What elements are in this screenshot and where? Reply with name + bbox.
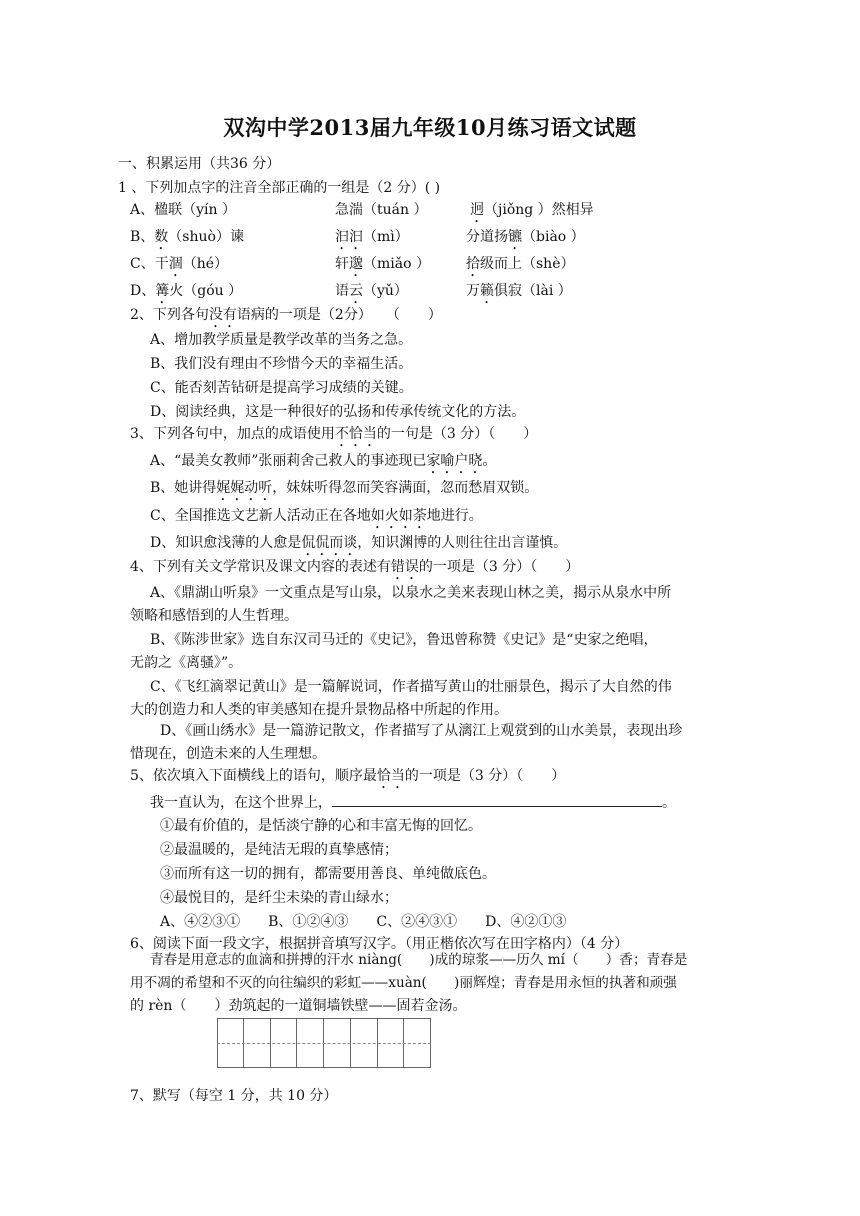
q1-option-b-2: 汩汩（mì） [335,229,409,245]
q3-option-d: D、知识愈浅薄的人愈是侃侃而谈，知识渊博的人则往往出言谨慎。 [150,535,568,551]
q1-option-a-1: A、楹联（yín ） [130,202,236,218]
q5-options: A、④②③① B、①②④③ C、②④③① D、④②①③ [160,914,567,930]
grid-midline [217,1043,431,1044]
q3-option-c: C、全国推选文艺新人活动正在各地如火如荼地进行。 [150,508,483,524]
q1-option-a-2: 急湍（tuán ） [335,202,428,218]
q2-option-c: C、能否刻苦钻研是提高学习成绩的关键。 [150,380,413,396]
q3-option-a: A、“最美女教师”张丽莉舍己救人的事迹现已家喻户晓。 [150,453,497,469]
q6-passage-line-2: 用不凋的希望和不灭的向往编织的彩虹——xuàn( )丽辉煌；青春是用永恒的执著和顽强 [130,975,677,991]
q4-option-c-line-1: C、《飞红滴翠记黄山》是一篇解说词，作者描写黄山的壮丽景色，揭示了大自然的伟 [150,679,672,695]
q1-option-b-1: B、数（shuò）谏 [130,229,244,245]
q4-option-a-line-1: A、《鼎湖山听泉》一文重点是写山泉，以泉水之美来表现山林之美，揭示从泉水中所 [150,585,672,601]
q1-option-c-1: C、干涸（hé） [130,256,229,272]
page-title: 双沟中学2013届九年级10月练习语文试题 [223,115,637,140]
section-heading: 一、积累运用（共36 分） [118,156,281,172]
q1-option-b-3: 分道扬镳（biào ） [466,229,585,245]
q6-passage-line-3: 的 rèn（ ）劲筑起的一道铜墙铁壁——固若金汤。 [130,998,467,1014]
question-7-stem: 7、默写（每空 1 分，共 10 分） [130,1088,338,1104]
q1-option-d-2: 语云（yǔ） [335,283,408,299]
q5-sentence-4: ④最悦目的，是纤尘未染的青山绿水； [160,890,398,906]
q1-option-d-3: 万籁俱寂（lài ） [466,283,572,299]
q6-passage-line-1: 青春是用意志的血滴和拼搏的汗水 niàng( )成的琼浆——历久 mí（ ）香；青春是 [150,952,688,968]
q5-sentence-3: ③而所有这一切的拥有，都需要用善良、单纯做底色。 [160,866,496,882]
q5-sentence-2: ②最温暖的，是纯洁无瑕的真挚感情； [160,842,398,858]
question-5-stem: 5、依次填入下面横线上的语句，顺序最恰当的一项是（3 分）（ ） [130,768,566,784]
q2-option-d: D、阅读经典，这是一种很好的弘扬和传承传统文化的方法。 [150,404,526,420]
question-6-stem: 6、阅读下面一段文字，根据拼音填写汉字。（用正楷依次写在田字格内）（4 分） [130,936,629,952]
q3-option-b: B、她讲得娓娓动听，妹妹听得忽而笑容满面，忽而愁眉双锁。 [150,480,539,496]
q4-option-c-line-2: 大的创造力和人类的审美感知在提升景物品格中所起的作用。 [130,702,508,718]
q2-option-b: B、我们没有理由不珍惜今天的幸福生活。 [150,356,413,372]
q4-option-b-line-1: B、《陈涉世家》选自东汉司马迁的《史记》，鲁迅曾称赞《史记》是“史家之绝唱， [150,632,658,648]
q4-option-d-line-1: D、《画山绣水》是一篇游记散文，作者描写了从漓江上观赏到的山水美景，表现出珍 [160,723,683,739]
q1-option-c-3: 拾级而上（shè） [466,256,575,272]
question-3-stem: 3、下列各句中，加点的成语使用不恰当的一句是（3 分）（ ） [130,426,538,442]
question-4-stem: 4、下列有关文学常识及课文内容的表述有错误的一项是（3 分）（ ） [130,559,580,575]
q4-option-d-line-2: 惜现在，创造未来的人生理想。 [130,746,326,762]
q1-option-a-3: 迥（jiǒng ）然相异 [470,202,594,218]
character-grid[interactable] [217,1018,431,1068]
q1-option-c-2: 轩邈（miǎo ） [335,256,430,272]
q1-option-d-1: D、篝火（góu ） [130,283,243,299]
question-1-stem: 1 、下列加点字的注音全部正确的一组是（2 分）( ) [118,180,441,196]
q5-sentence-1: ①最有价值的，是恬淡宁静的心和丰富无悔的回忆。 [160,818,482,834]
q5-lead-sentence: 我一直认为，在这个世界上， 。 [150,792,676,813]
question-2-stem: 2、下列各句没有语病的一项是（2分） （ ） [130,307,442,323]
q5-answer-blank[interactable] [332,792,662,807]
q2-option-a: A、增加教学质量是教学改革的当务之急。 [150,332,413,348]
q4-option-a-line-2: 领略和感悟到的人生哲理。 [130,608,298,624]
q4-option-b-line-2: 无韵之《离骚》”。 [130,655,243,671]
